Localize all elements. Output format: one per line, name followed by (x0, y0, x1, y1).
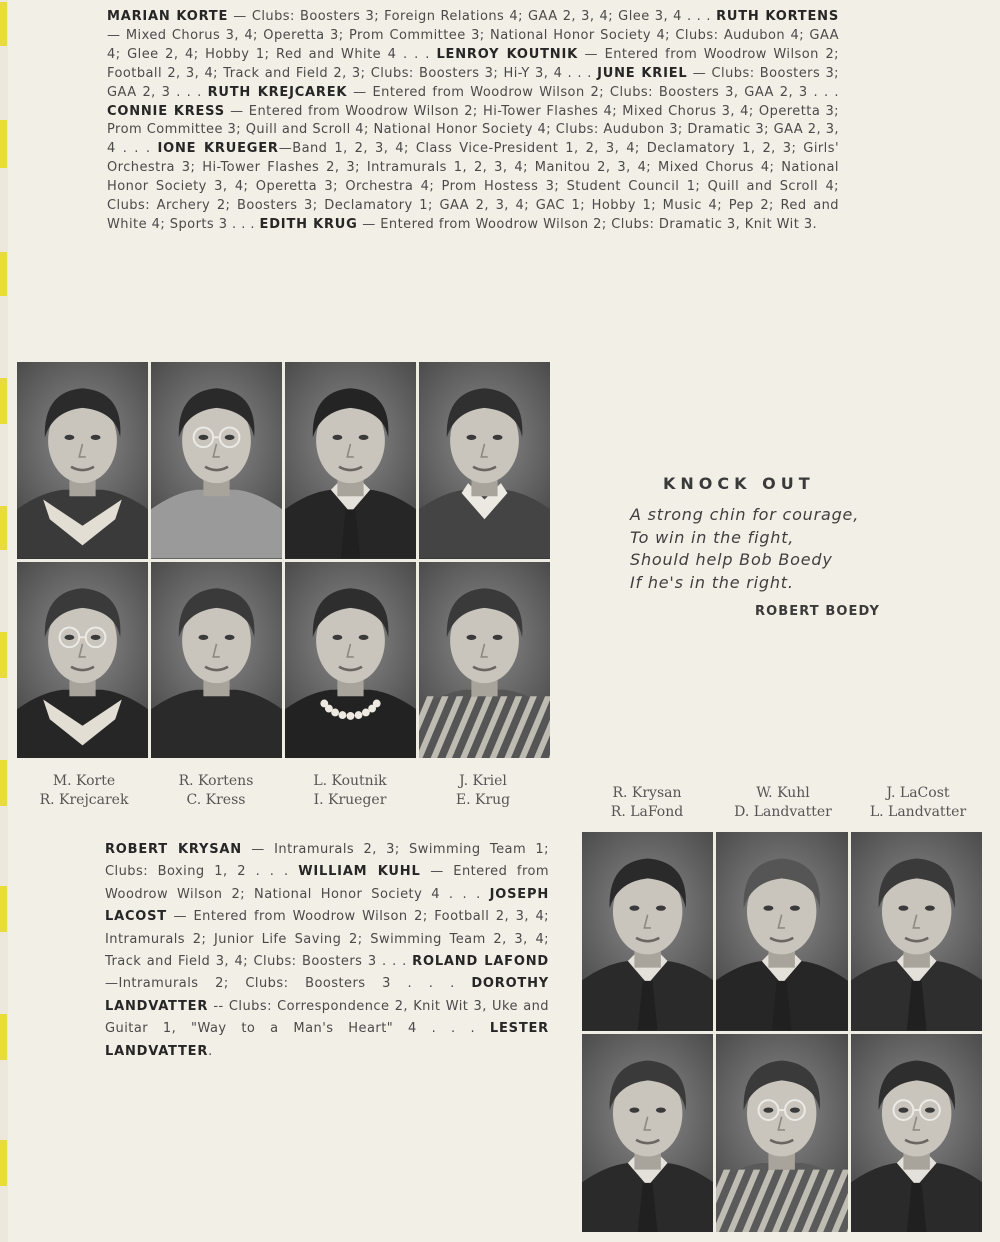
student-name: EDITH KRUG (259, 216, 358, 232)
caption-name: J. LaCost (886, 785, 950, 801)
student-activities: — Intramurals 2, 3; Swimming Team 1; Clubs: Boxing 1, 2 . . . (105, 842, 549, 880)
student-name: LESTER LANDVATTER (105, 1021, 549, 1059)
student-portrait (285, 362, 416, 559)
student-activities: . (208, 1043, 213, 1059)
student-name: ROBERT KRYSAN (105, 842, 242, 857)
student-name: JUNE KRIEL (597, 65, 688, 81)
student-name: WILLIAM KUHL (298, 864, 421, 880)
student-portrait (582, 1034, 713, 1233)
caption-name: L. Landvatter (869, 804, 967, 820)
poem-line: Should help Bob Boedy (630, 550, 833, 569)
student-name: JOSEPH LACOST (105, 886, 549, 925)
caption-name: R. LaFond (610, 804, 684, 820)
caption-col-2 (734, 784, 832, 822)
caption-col-2 (179, 772, 254, 810)
caption-name: C. Kress (186, 792, 246, 808)
caption-col-1 (611, 784, 683, 822)
caption-name: I. Krueger (313, 792, 387, 808)
poem-line: To win in the fight, (630, 527, 795, 547)
student-activities: —Band 1, 2, 3, 4; Class Vice-President 1, 2, 3, 4; Declamatory 1, 2, 3; Girls' Orchestra 3; Hi-Tower Flashes 2, 3; Intramurals 1, 2, 3, 4; Manitou 2, 3, 4; Mixed Chorus 4; National Honor Society 3, 4; Operetta 3; Orchestra 4; Prom Hostess 3; Student Council 1; Quill and Scroll 4; Clubs: Archery 2; Boosters 3; Declamatory 1; GAA 2, 3, 4; GAC 1; Hobby 1; Music 4; Pep 2; Red and White 4; Sports 3 . . . (107, 141, 839, 232)
caption-col-1 (40, 772, 129, 810)
student-portrait (716, 1034, 847, 1233)
photo-grid-top (17, 362, 550, 758)
student-name: LENROY KOUTNIK (436, 46, 578, 62)
caption-col-3 (313, 772, 386, 810)
student-name: IONE KRUEGER (157, 141, 279, 157)
poem-title: KNOCK OUT (663, 474, 815, 493)
student-name: RUTH KREJCAREK (207, 84, 348, 100)
caption-name: E. Krug (455, 792, 511, 808)
caption-name: R. Krysan (612, 785, 682, 801)
caption-col-3 (870, 784, 966, 822)
student-name: ROLAND LAFOND (412, 954, 549, 970)
caption-name: W. Kuhl (756, 785, 810, 801)
caption-name: L. Koutnik (313, 773, 387, 789)
student-name: DOROTHY LANDVATTER (105, 976, 549, 1014)
student-name: RUTH KORTENS (716, 9, 839, 24)
student-activities-bottom (105, 839, 549, 1063)
student-portrait (716, 832, 847, 1031)
student-name: MARIAN KORTE (107, 9, 229, 24)
poem-line: A strong chin for courage, (630, 505, 860, 524)
student-portrait (419, 562, 550, 759)
student-activities: — Clubs: Boosters 3; Foreign Relations 4; GAA 2, 3, 4; Glee 3, 4 . . . (228, 9, 717, 24)
student-activities: — Entered from Woodrow Wilson 2; Clubs: Dramatic 3, Knit Wit 3. (357, 216, 818, 232)
student-portrait (285, 562, 416, 759)
caption-col-4 (456, 772, 510, 810)
student-activities: — Entered from Woodrow Wilson 2; Clubs: Boosters 3, GAA 2, 3 . . . (347, 84, 839, 100)
student-activities: — Entered from Woodrow Wilson 2; National Honor Society 4 . . . (105, 864, 549, 902)
student-activities-top (107, 8, 839, 235)
student-activities: — Clubs: Boosters 3; GAA 2, 3 . . . (107, 65, 840, 100)
student-activities: — Entered from Woodrow Wilson 2; Football 2, 3, 4; Intramurals 2; Junior Life Saving 2; Swimming Team 2, 3, 4; Track and Field 3, 4; Clubs: Boosters 3 . . . (105, 909, 549, 970)
poem-body (630, 504, 859, 594)
poem-author: ROBERT BOEDY (755, 604, 880, 619)
caption-name: R. Krejcarek (39, 792, 129, 808)
student-name: CONNIE KRESS (107, 103, 225, 119)
caption-name: D. Landvatter (734, 804, 832, 820)
student-portrait (419, 362, 550, 559)
student-activities: -- Clubs: Correspondence 2, Knit Wit 3, Uke and Guitar 1, "Way to a Man's Heart" 4 . . . (105, 998, 549, 1037)
student-activities: —Intramurals 2; Clubs: Boosters 3 . . . (105, 976, 472, 992)
caption-name: M. Korte (52, 773, 116, 789)
caption-name: J. Kriel (459, 773, 507, 789)
student-activities: — Entered from Woodrow Wilson 2; Hi-Tower Flashes 4; Mixed Chorus 3, 4; Operetta 3; Prom Committee 3; Quill and Scroll 4; National Honor Society 4; Clubs: Audubon 3; Dramatic 3; GAA 2, 3, 4 . . . (107, 103, 839, 157)
student-portrait (582, 832, 713, 1031)
photo-grid-bottom (582, 832, 982, 1232)
student-portrait (851, 1034, 982, 1233)
student-portrait (851, 832, 982, 1031)
caption-name: R. Kortens (178, 773, 254, 789)
student-portrait (17, 362, 148, 559)
poem-line: If he's in the right. (630, 572, 794, 592)
spiral-binding (0, 0, 8, 1242)
student-activities: — Entered from Woodrow Wilson 2; Football 2, 3, 4; Track and Field 2, 3; Clubs: Boosters 3; Hi-Y 3, 4 . . . (107, 46, 839, 81)
student-portrait (151, 362, 282, 559)
student-activities: — Mixed Chorus 3, 4; Operetta 3; Prom Committee 3; National Honor Society 4; Clubs: Audubon 4; GAA 4; Glee 2, 4; Hobby 1; Red and White 4 . . . (107, 27, 839, 62)
student-portrait (17, 562, 148, 759)
student-portrait (151, 562, 282, 759)
